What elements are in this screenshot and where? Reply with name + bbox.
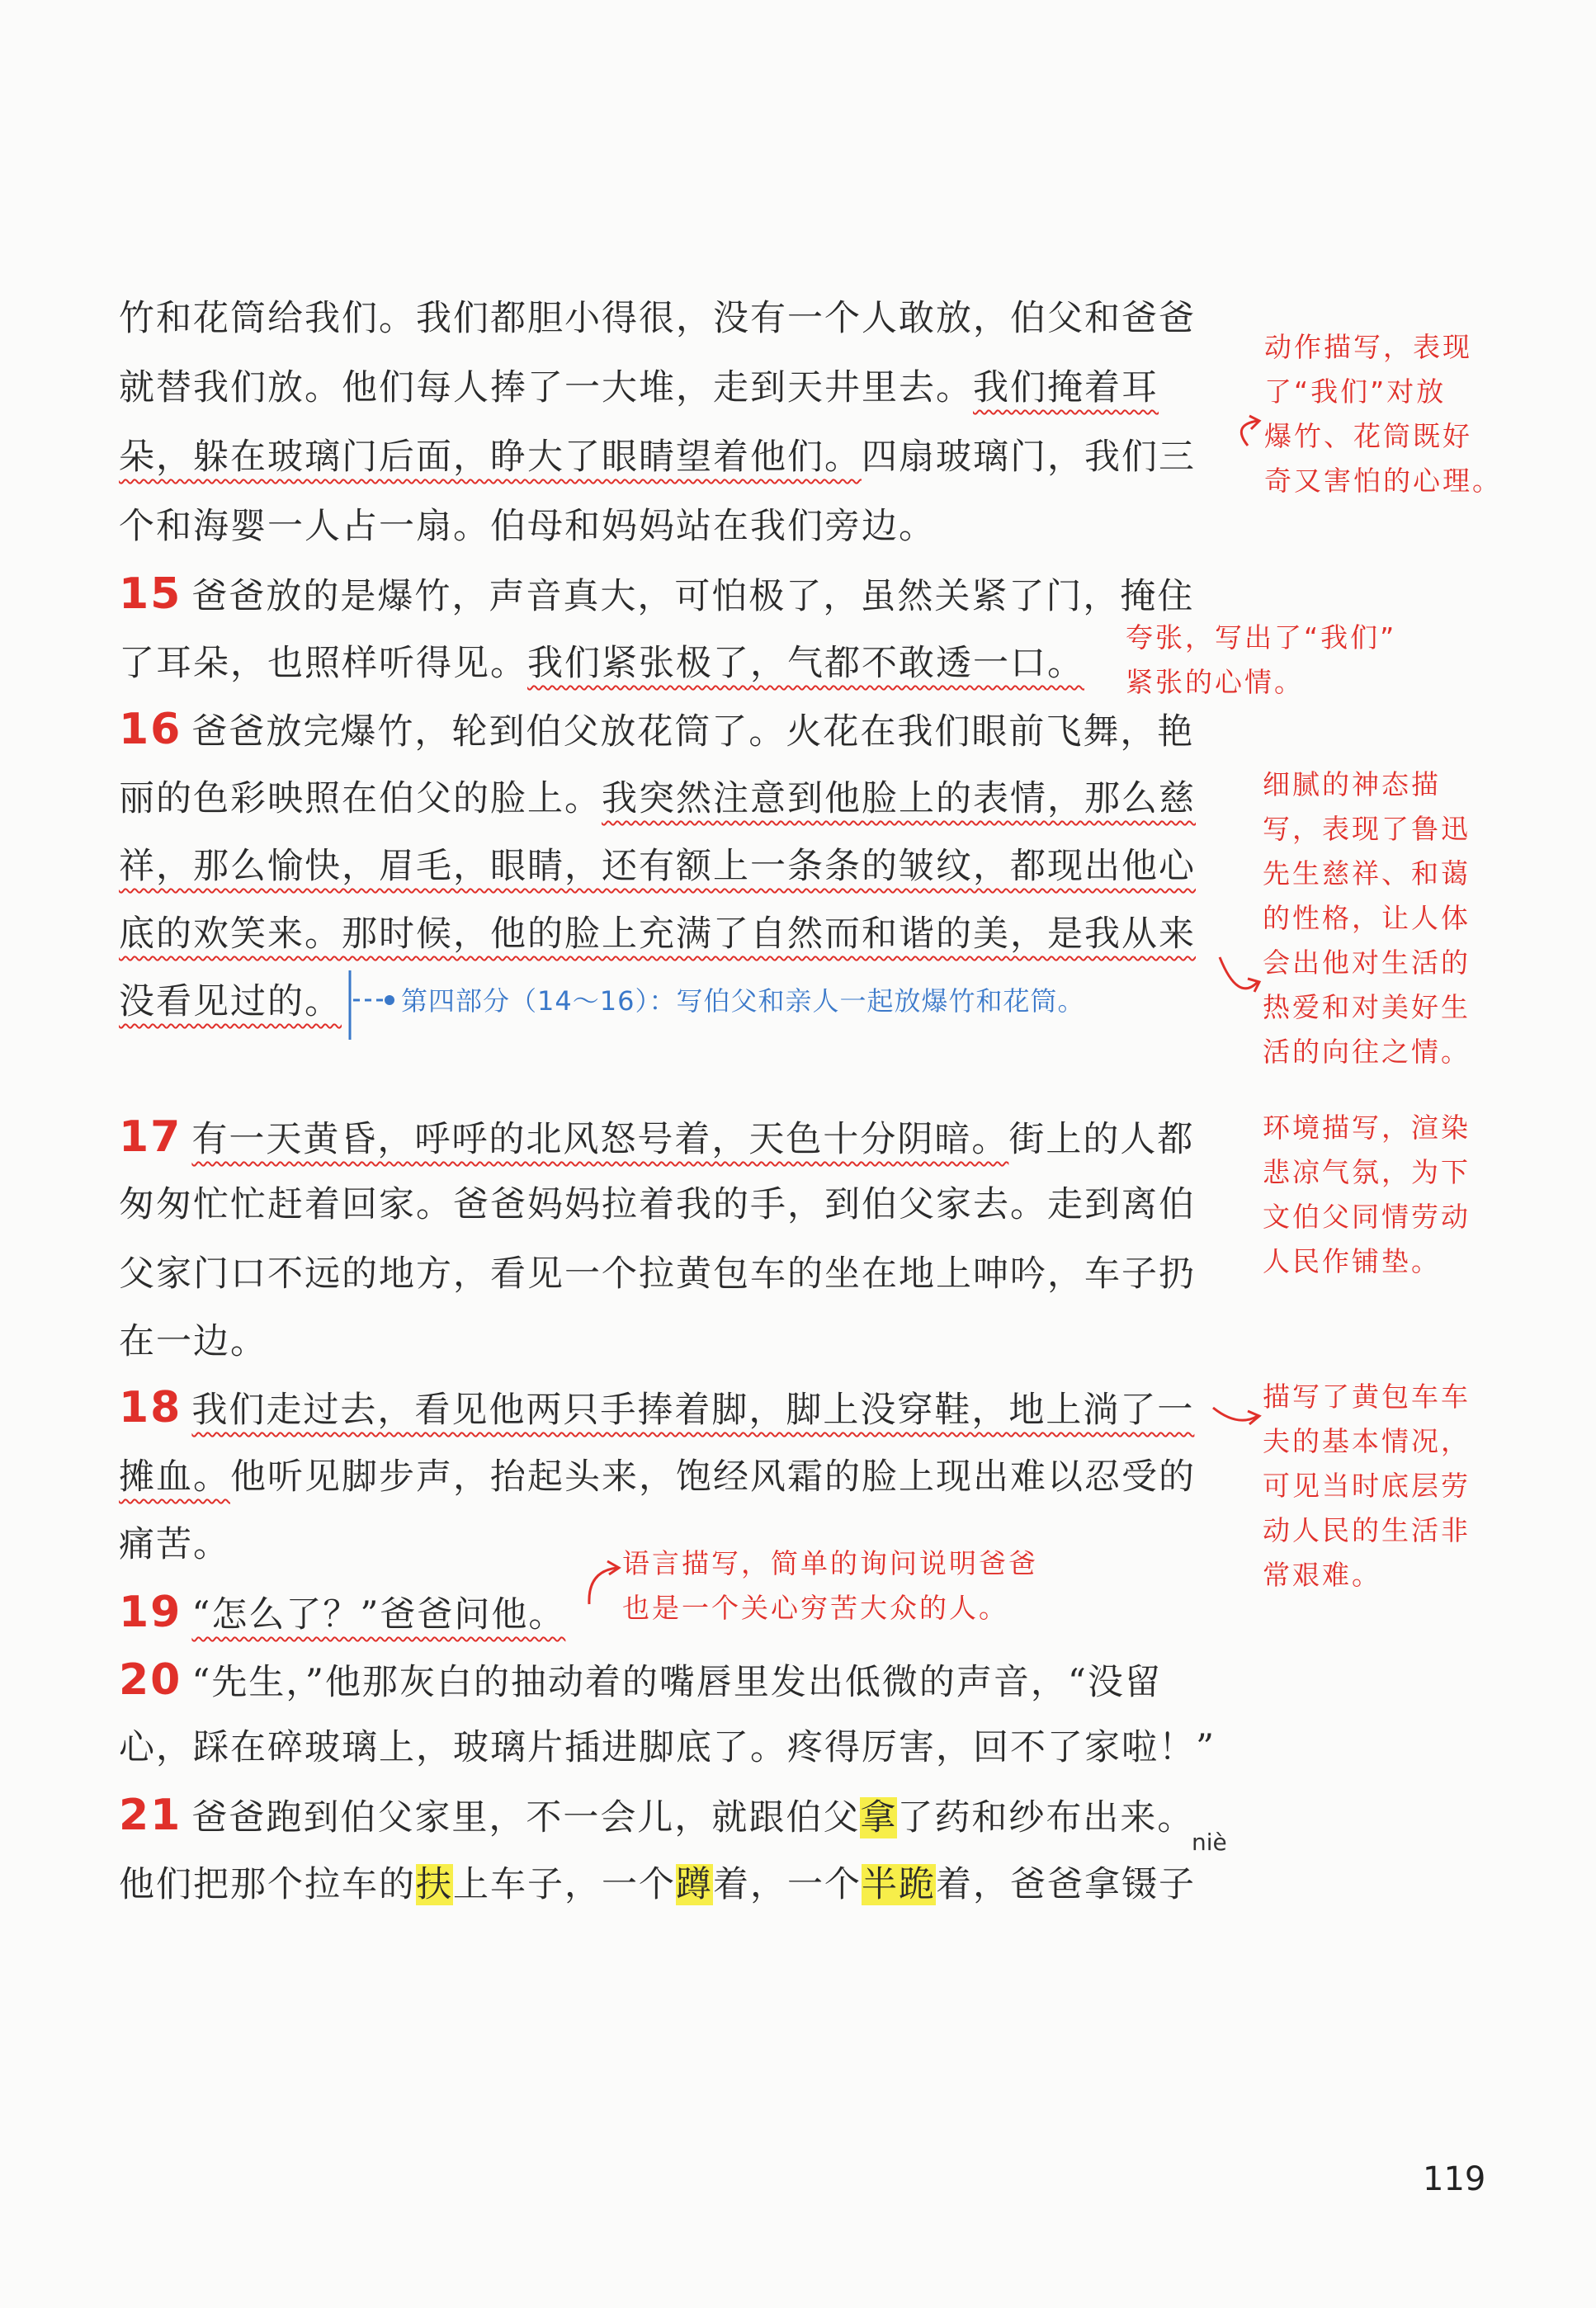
text-line: 匆匆忙忙赶着回家。爸爸妈妈拉着我的手，到伯父家去。走到离伯 [119, 1184, 1196, 1225]
margin-annotation: 动作描写，表现 了“我们”对放 爆竹、花筒既好 奇又害怕的心理。 [1264, 331, 1502, 497]
highlighted-word: 半跪 [862, 1864, 936, 1905]
text-line: 竹和花筒给我们。我们都胆小得很，没有一个人敢放，伯父和爸爸 [119, 298, 1196, 339]
paragraph-number: 18 [119, 1383, 182, 1432]
pinyin-annotation: niè [1192, 1829, 1227, 1856]
margin-annotation: 细腻的神态描 写，表现了鲁迅 先生慈祥、和蔼 的性格，让人体 会出他对生活的 热爱和对美好生 活的向往之情。 [1263, 768, 1471, 1068]
paragraph-number: 21 [119, 1791, 182, 1840]
paragraph-17: 17 有一天黄昏，呼呼的北风怒号着，天色十分阴暗。街上的人都 [119, 1112, 1195, 1162]
margin-annotation: 描写了黄包车车 夫的基本情况， 可见当时底层劳 动人民的生活非 常艰难。 [1263, 1381, 1471, 1591]
arrow-icon [1220, 957, 1258, 989]
paragraph-number: 15 [119, 569, 182, 619]
text-line: 摊血。他听见脚步声，抬起头来，饱经风霜的脸上现出难以忍受的 [119, 1456, 1196, 1498]
text-line: 没看见过的。 [119, 981, 342, 1022]
highlighted-word: 扶 [416, 1864, 453, 1905]
paragraph-16: 16 爸爸放完爆竹，轮到伯父放花筒了。火花在我们眼前飞舞，艳 [119, 705, 1195, 754]
text-line: 个和海婴一人占一扇。伯母和妈妈站在我们旁边。 [119, 506, 936, 547]
paragraph-15: 15 爸爸放的是爆竹，声音真大，可怕极了，虽然关紧了门，掩住 [119, 569, 1195, 619]
arrow-icon [589, 1568, 617, 1604]
text-line: 在一边。 [119, 1321, 267, 1362]
paragraph-number: 20 [119, 1655, 182, 1705]
margin-annotation: 语言描写，简单的询问说明爸爸 也是一个关心穷苦大众的人。 [622, 1547, 1038, 1624]
section-dot-icon [385, 995, 394, 1005]
arrow-icon [1213, 1408, 1258, 1420]
section-summary-note: 第四部分（14～16）：写伯父和亲人一起放爆竹和花筒。 [401, 985, 1085, 1017]
text-line: 心，踩在碎玻璃上，玻璃片插进脚底了。疼得厉害，回不了家啦！” [119, 1727, 1216, 1768]
highlighted-word: 拿 [860, 1797, 898, 1838]
text-line: 丽的色彩映照在伯父的脸上。我突然注意到他脸上的表情，那么慈 [119, 778, 1196, 819]
text-line: 父家门口不远的地方，看见一个拉黄包车的坐在地上呻吟，车子扔 [119, 1253, 1196, 1295]
text-line: 祥，那么愉快，眉毛，眼睛，还有额上一条条的皱纹，都现出他心 [119, 846, 1196, 887]
paragraph-21: 21 爸爸跑到伯父家里，不一会儿，就跟伯父拿了药和纱布出来。 [119, 1791, 1195, 1840]
text-line: 痛苦。 [119, 1524, 230, 1565]
paragraph-19: 19 “怎么了？”爸爸问他。 [119, 1588, 566, 1637]
paragraph-number: 16 [119, 705, 182, 754]
paragraph-18: 18 我们走过去，看见他两只手捧着脚，脚上没穿鞋，地上淌了一 [119, 1383, 1195, 1432]
text-line: 朵，躲在玻璃门后面，睁大了眼睛望着他们。四扇玻璃门，我们三 [119, 437, 1196, 478]
paragraph-20: 20 “先生，”他那灰白的抽动着的嘴唇里发出低微的声音，“没留 [119, 1655, 1162, 1705]
margin-annotation: 环境描写，渲染 悲凉气氛，为下 文伯父同情劳动 人民作铺垫。 [1263, 1112, 1471, 1277]
text-line: 了耳朵，也照样听得见。我们紧张极了，气都不敢透一口。 [119, 643, 1084, 684]
margin-annotation: 夸张，写出了“我们” 紧张的心情。 [1126, 621, 1397, 698]
page-number: 119 [1423, 2160, 1486, 2198]
paragraph-number: 17 [119, 1112, 182, 1162]
paragraph-number: 19 [119, 1588, 182, 1637]
highlighted-word: 蹲 [676, 1864, 713, 1905]
text-line: 他们把那个拉车的扶上车子，一个蹲着，一个半跪着，爸爸拿镊子 [119, 1864, 1196, 1905]
text-line: 就替我们放。他们每人捧了一大堆，走到天井里去。我们掩着耳 [119, 367, 1159, 408]
text-line: 底的欢笑来。那时候，他的脸上充满了自然而和谐的美，是我从来 [119, 913, 1196, 955]
